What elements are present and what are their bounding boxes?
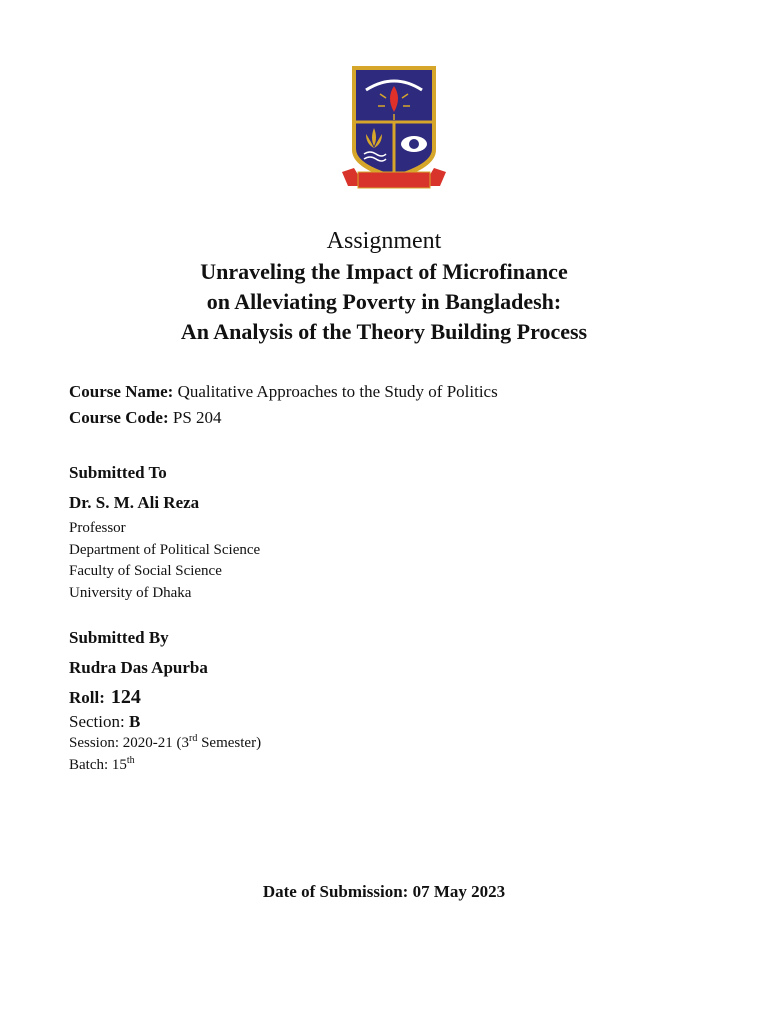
submitted-to-section — [69, 461, 260, 604]
section-value: B — [128, 712, 141, 731]
supervisor-detail: Faculty of Social Science — [69, 563, 222, 579]
course-code-row — [69, 405, 498, 431]
roll-row — [69, 684, 261, 711]
supervisor-detail: Professor — [69, 520, 126, 536]
course-name-value: Qualitative Approaches to the Study of Politics — [177, 382, 498, 401]
session-text: Session: 2020-21 (3 — [69, 735, 189, 751]
submitted-by-section — [69, 626, 261, 776]
session-suffix: Semester) — [197, 735, 262, 751]
submitted-to-heading: Submitted To — [69, 463, 167, 482]
section-row — [69, 711, 261, 733]
student-name: Rudra Das Apurba — [69, 658, 208, 677]
batch-row — [69, 755, 261, 777]
assignment-label: Assignment — [326, 228, 442, 254]
submission-date: Date of Submission: 07 May 2023 — [262, 882, 506, 901]
title-line: An Analysis of the Theory Building Process — [180, 319, 588, 344]
supervisor-name: Dr. S. M. Ali Reza — [69, 493, 200, 512]
roll-label: Roll: — [69, 688, 105, 707]
course-name-label: Course Name: — [69, 382, 174, 401]
course-code-label: Course Code: — [69, 408, 169, 427]
assignment-title — [0, 257, 768, 347]
course-name-row — [69, 379, 498, 405]
title-line: on Alleviating Poverty in Bangladesh: — [206, 289, 562, 314]
submitted-by-heading: Submitted By — [69, 628, 169, 647]
university-crest-icon — [340, 64, 448, 194]
session-row — [69, 733, 261, 755]
session-superscript: rd — [189, 733, 198, 744]
course-code-value: PS 204 — [172, 408, 222, 427]
title-line: Unraveling the Impact of Microfinance — [200, 259, 568, 284]
course-info — [69, 379, 498, 431]
section-label: Section: — [69, 712, 125, 731]
batch-superscript: th — [126, 754, 135, 766]
batch-text: Batch: 15 — [69, 756, 127, 773]
roll-value: 124 — [110, 686, 141, 708]
supervisor-detail: Department of Political Science — [69, 541, 261, 558]
supervisor-detail: University of Dhaka — [69, 584, 192, 601]
